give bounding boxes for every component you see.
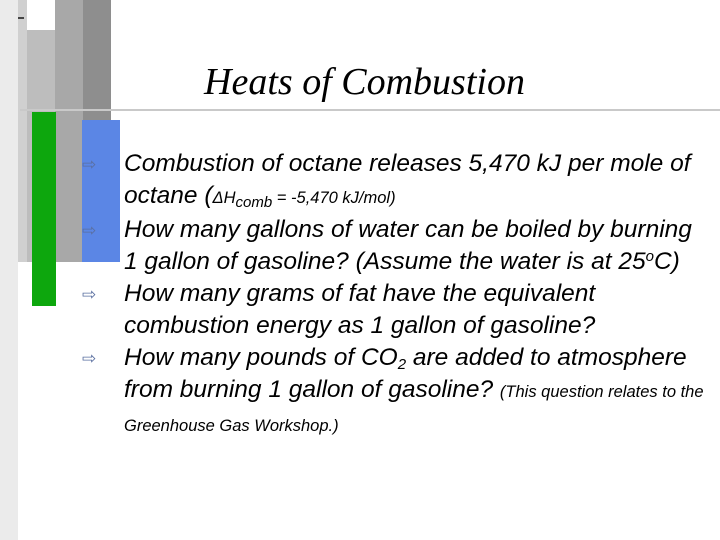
bullet-item	[82, 148, 712, 214]
hollow-right-arrow-icon: ⇨	[82, 155, 97, 175]
subscript: comb	[235, 194, 273, 211]
bullet-text: Combustion of octane releases 5,470 kJ per mole of octane (	[124, 150, 691, 209]
bullet-text: = -5,470 kJ/mol)	[272, 189, 396, 207]
bullet-item	[82, 278, 712, 342]
bullet-text: are added to atmosphere from burning 1 gallon of gasoline?	[124, 344, 687, 403]
hollow-right-arrow-icon: ⇨	[82, 349, 97, 369]
bullet-text: How many grams of fat have the equivalent combustion energy as 1 gallon of gasoline?	[124, 280, 596, 339]
enthalpy-symbol: H	[223, 189, 236, 207]
bullet-text: C)	[653, 248, 680, 275]
decor-bar-green	[32, 112, 56, 306]
hollow-right-arrow-icon: ⇨	[82, 285, 97, 305]
bullet-item	[82, 214, 712, 278]
title-divider	[20, 109, 720, 111]
bullet-list	[82, 148, 712, 442]
slide-title: Heats of Combustion	[204, 61, 525, 103]
superscript: o	[645, 248, 654, 265]
decor-tick	[18, 17, 24, 19]
bullet-text: How many gallons of water can be boiled by burning 1 gallon of gasoline? (Assume the water is at 25	[124, 216, 692, 275]
hollow-right-arrow-icon: ⇨	[82, 221, 97, 241]
bullet-item	[82, 342, 712, 442]
bullet-text: How many pounds of CO	[124, 344, 398, 371]
subscript: 2	[397, 356, 407, 373]
delta-symbol: Δ	[212, 189, 224, 207]
decor-bar	[18, 0, 27, 262]
decor-notch	[27, 0, 55, 30]
bullet-note: (This question relates to the Greenhouse Gas Workshop.)	[124, 383, 704, 435]
decor-bar	[55, 0, 83, 262]
